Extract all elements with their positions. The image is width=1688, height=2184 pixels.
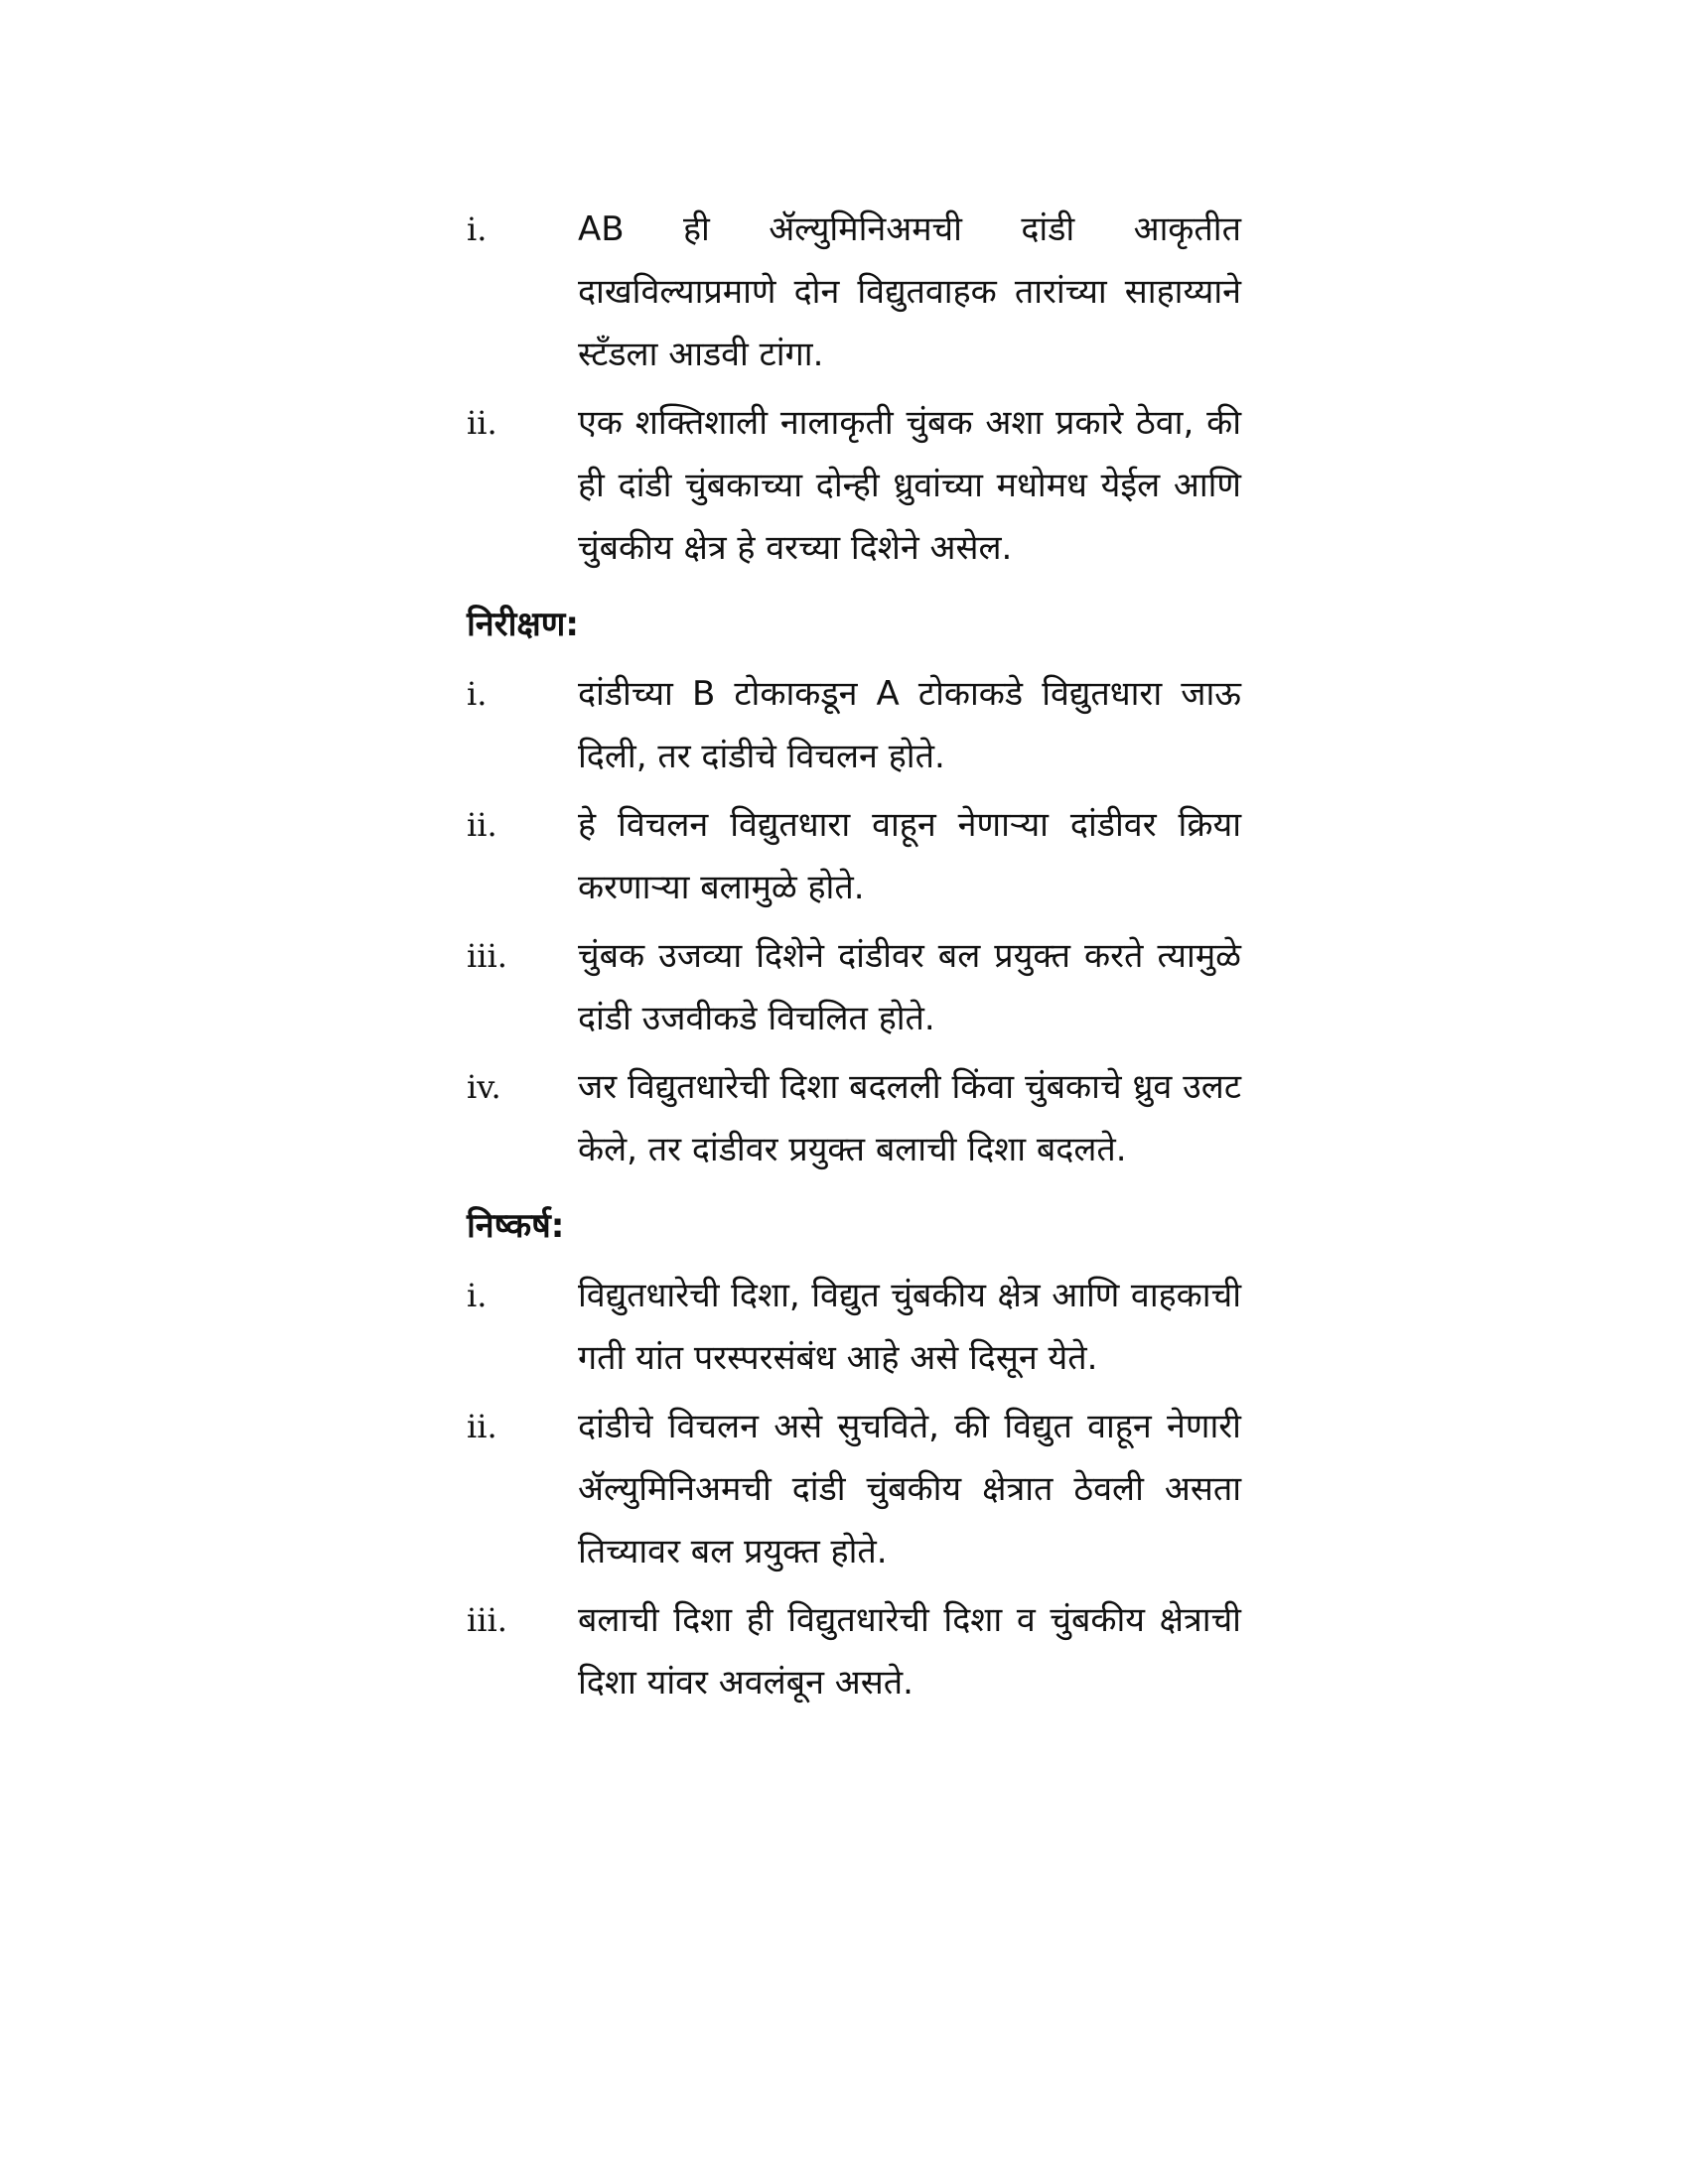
procedure-item-2 <box>467 392 1241 580</box>
observation-section <box>467 594 1241 1181</box>
conclusion-item-2 <box>467 1396 1241 1583</box>
conclusion-item-3 <box>467 1589 1241 1714</box>
item-number: iii. <box>467 1601 507 1639</box>
observation-item-3 <box>467 925 1241 1050</box>
conclusion-item-1 <box>467 1265 1241 1390</box>
item-text: दांडीचे विचलन असे सुचविते, की विद्युत वाहून नेणारी ॲल्युमिनिअमची दांडी चुंबकीय क्षेत्रात ठेवली असता तिच्यावर बल प्रयुक्त होते. <box>578 1407 1241 1571</box>
item-text: AB ही ॲल्युमिनिअमची दांडी आकृतीत दाखविल्याप्रमाणे दोन विद्युतवाहक तारांच्या साहाय्याने स्टँडला आडवी टांगा. <box>578 209 1241 374</box>
procedure-section <box>467 199 1241 580</box>
item-text: विद्युतधारेची दिशा, विद्युत चुंबकीय क्षेत्र आणि वाहकाची गती यांत परस्परसंबंध आहे असे दिसून येते. <box>578 1276 1241 1378</box>
item-number: iv. <box>467 1068 501 1106</box>
observation-item-4 <box>467 1056 1241 1181</box>
observation-item-1 <box>467 663 1241 788</box>
item-number: ii. <box>467 1408 497 1445</box>
procedure-item-1 <box>467 199 1241 386</box>
conclusion-heading: निष्कर्ष: <box>467 1206 565 1246</box>
document-page <box>467 199 1241 1720</box>
item-number: ii. <box>467 404 497 442</box>
item-number: i. <box>467 675 488 713</box>
observation-item-2 <box>467 794 1241 919</box>
item-number: i. <box>467 1277 488 1314</box>
item-text: चुंबक उजव्या दिशेने दांडीवर बल प्रयुक्त करते त्यामुळे दांडी उजवीकडे विचलित होते. <box>578 936 1241 1038</box>
item-text: दांडीच्या B टोकाकडून A टोकाकडे विद्युतधारा जाऊ दिली, तर दांडीचे विचलन होते. <box>578 674 1241 776</box>
item-text: एक शक्तिशाली नालाकृती चुंबक अशा प्रकारे ठेवा, की ही दांडी चुंबकाच्या दोन्ही ध्रुवांच्या मधोमध येईल आणि चुंबकीय क्षेत्र हे वरच्या दिशेने असेल. <box>578 403 1241 568</box>
item-number: iii. <box>467 937 507 975</box>
observation-heading: निरीक्षण: <box>467 605 579 644</box>
item-number: ii. <box>467 806 497 844</box>
item-text: हे विचलन विद्युतधारा वाहून नेणाऱ्या दांडीवर क्रिया करणाऱ्या बलामुळे होते. <box>578 805 1241 907</box>
item-text: बलाची दिशा ही विद्युतधारेची दिशा व चुंबकीय क्षेत्राची दिशा यांवर अवलंबून असते. <box>578 1600 1241 1703</box>
item-number: i. <box>467 210 488 248</box>
conclusion-section <box>467 1195 1241 1714</box>
item-text: जर विद्युतधारेची दिशा बदलली किंवा चुंबकाचे ध्रुव उलट केले, तर दांडीवर प्रयुक्त बलाची दिशा बदलते. <box>578 1067 1241 1169</box>
